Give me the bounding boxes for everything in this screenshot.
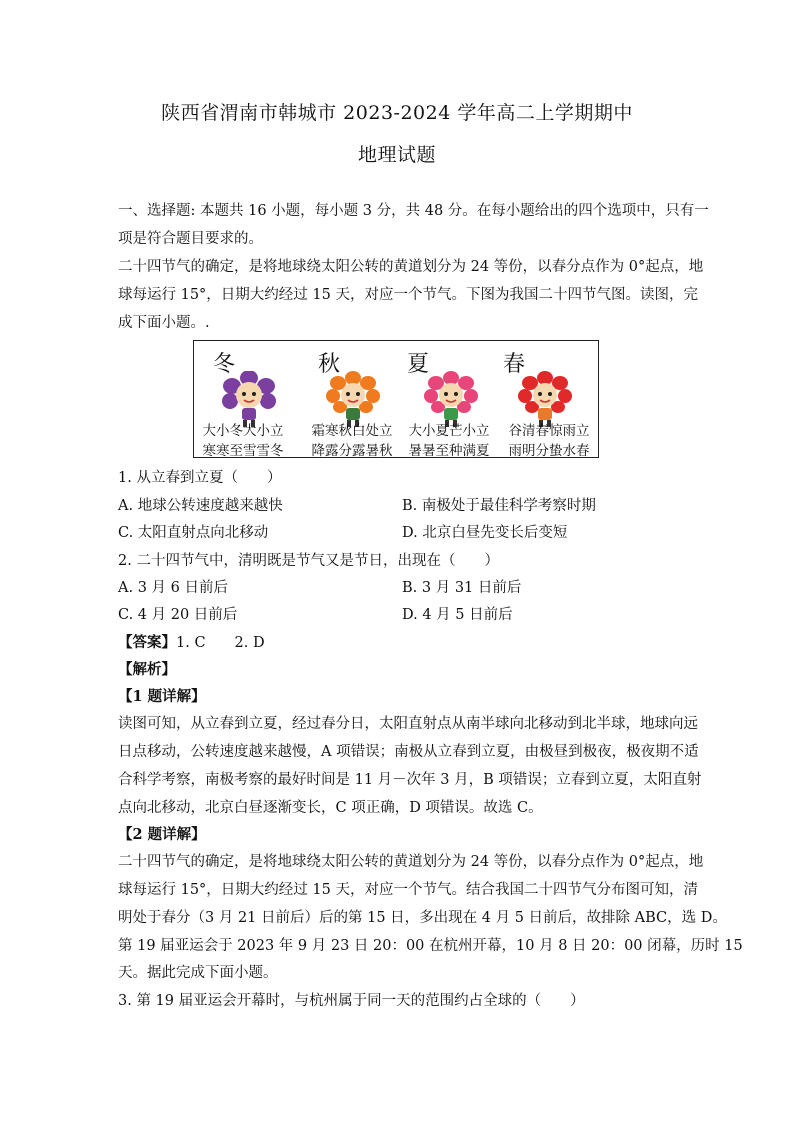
autumn-terms — [302, 421, 402, 461]
analysis-label: 【解析】 — [118, 661, 176, 678]
question-3-stem: 3. 第 19 届亚运会开幕时，与杭州属于同一天的范围约占全球的（ ） — [118, 993, 585, 1009]
q2-analysis-text: 明处于春分（3 月 21 日前后）后的第 15 日，多出现在 4 月 5 日前后，故排除 ABC，选 D。 — [118, 910, 727, 926]
solar-terms-figure — [193, 340, 599, 458]
passage-text: 二十四节气的确定，是将地球绕太阳公转的黄道划分为 24 等份，以春分点作为 0°起点，地 — [118, 259, 704, 275]
q2-option-a: A. 3 月 6 日前后 — [118, 580, 228, 596]
passage-text: 成下面小题。. — [118, 315, 210, 331]
spring-terms — [499, 421, 599, 461]
q2-analysis-label: 【2 题详解】 — [118, 826, 206, 843]
answer-line — [118, 633, 678, 653]
spring-terms-row2: 雨明分蛰水春 — [508, 443, 590, 459]
exam-title: 陕西省渭南市韩城市 2023-2024 学年高二上学期期中 — [161, 102, 633, 124]
answer-text: 1. C 2. D — [176, 635, 265, 651]
q1-option-c: C. 太阳直射点向北移动 — [118, 525, 269, 541]
q1-analysis-text: 点向北移动，北京白昼逐渐变长，C 项正确，D 项错误。故选 C。 — [118, 800, 543, 816]
season-label-summer: 夏 — [407, 352, 430, 377]
question-1-stem: 1. 从立春到立夏（ ） — [118, 470, 282, 486]
season-label-autumn: 秋 — [318, 352, 341, 377]
section-instruction: 一、选择题: 本题共 16 小题，每小题 3 分，共 48 分。在每小题给出的四个选项中，只有一 — [118, 203, 709, 219]
question-2-stem: 2. 二十四节气中，清明既是节气又是节日，出现在（ ） — [118, 553, 499, 569]
section-instruction-cont: 项是符合题目要求的。 — [118, 231, 263, 247]
passage-text-2: 第 19 届亚运会于 2023 年 9 月 23 日 20：00 在杭州开幕，10 月 8 日 20：00 闭幕，历时 15 — [118, 938, 743, 954]
autumn-terms-row2: 降露分露暑秋 — [311, 443, 393, 459]
q2-option-b: B. 3 月 31 日前后 — [402, 580, 522, 596]
season-label-spring: 春 — [503, 352, 526, 377]
q1-analysis-text: 读图可知，从立春到立夏，经过春分日，太阳直射点从南半球向北移动到北半球，地球向远 — [118, 716, 698, 732]
q1-option-d: D. 北京白昼先变长后变短 — [402, 525, 568, 541]
summer-terms — [399, 421, 499, 461]
winter-terms — [193, 421, 293, 461]
q1-analysis-label: 【1 题详解】 — [118, 688, 206, 705]
q2-option-c: C. 4 月 20 日前后 — [118, 607, 238, 623]
passage-text-2: 天。据此完成下面小题。 — [118, 965, 278, 981]
passage-text: 球每运行 15°，日期大约经过 15 天，对应一个节气。下图为我国二十四节气图。读图，完 — [118, 287, 698, 303]
season-label-winter: 冬 — [213, 352, 236, 377]
q2-option-d: D. 4 月 5 日前后 — [402, 607, 513, 623]
q1-analysis-text: 合科学考察，南极考察的最好时间是 11 月－次年 3 月，B 项错误；立春到立夏，太阳直射 — [118, 772, 702, 788]
autumn-terms-row1: 霜寒秋白处立 — [311, 423, 393, 439]
spring-terms-row1: 谷清春惊雨立 — [508, 423, 590, 439]
summer-terms-row1: 大小夏芒小立 — [408, 423, 490, 439]
q1-option-b: B. 南极处于最佳科学考察时期 — [402, 498, 596, 514]
q2-analysis-text: 二十四节气的确定，是将地球绕太阳公转的黄道划分为 24 等份，以春分点作为 0°起点，地 — [118, 854, 704, 870]
exam-subtitle: 地理试题 — [357, 144, 436, 166]
q1-analysis-text: 日点移动，公转速度越来越慢，A 项错误；南极从立春到立夏，由极昼到极夜，极夜期不适 — [118, 744, 699, 760]
q1-option-a: A. 地球公转速度越来越快 — [118, 498, 283, 514]
winter-terms-row2: 寒寒至雪雪冬 — [202, 443, 284, 459]
summer-terms-row2: 暑暑至种满夏 — [408, 443, 490, 459]
answer-label: 【答案】 — [118, 634, 176, 651]
q2-analysis-text: 球每运行 15°，日期大约经过 15 天，对应一个节气。结合我国二十四节气分布图可知，清 — [118, 882, 698, 898]
winter-terms-row1: 大小冬大小立 — [202, 423, 284, 439]
